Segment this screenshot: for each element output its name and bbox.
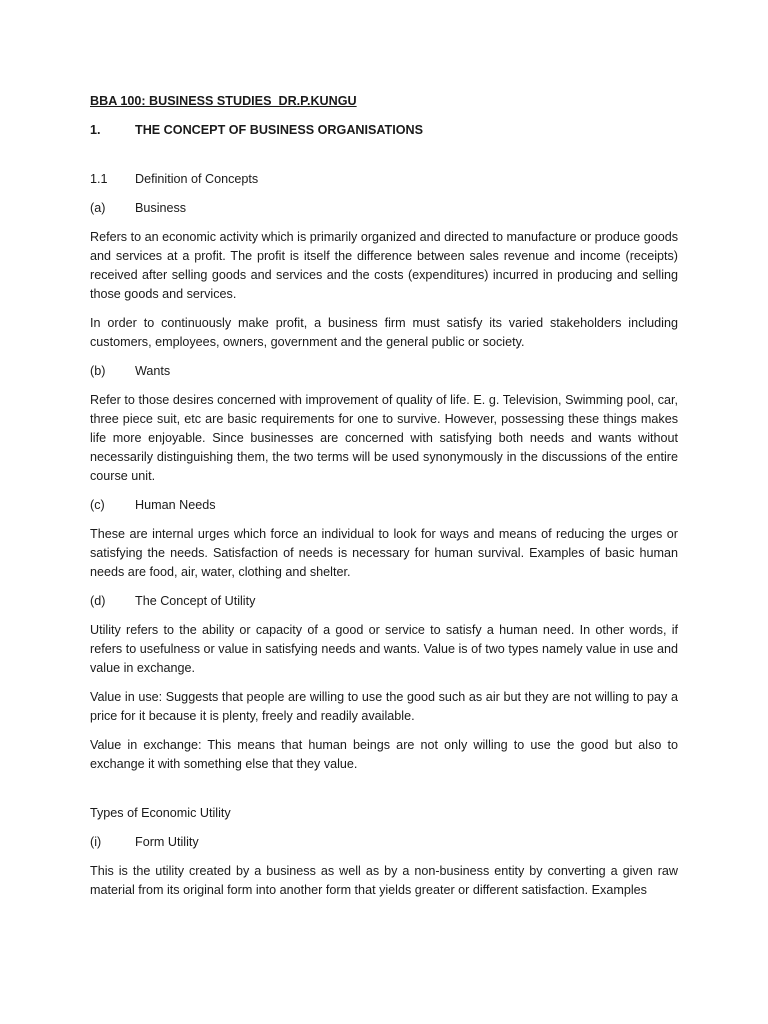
- section-heading: [90, 121, 678, 140]
- item-title: The Concept of Utility: [135, 594, 256, 608]
- item-title: Wants: [135, 364, 171, 378]
- paragraph: In order to continuously make profit, a business firm must satisfy its varied stakeholders including customers, employees, owners, government and the general public or society.: [90, 316, 678, 349]
- paragraph: Value in use: Suggests that people are willing to use the good such as air but they are not willing to pay a price for it because it is plenty, freely and readily available.: [90, 690, 678, 723]
- paragraph: These are internal urges which force an individual to look for ways and means of reducing the urges or satisfying the needs. Satisfaction of needs is necessary for human survival. Examples of basic human needs are food, air, water, clothing and shelter.: [90, 527, 678, 579]
- subsection-title: Definition of Concepts: [135, 172, 259, 186]
- item-heading-wants: [90, 362, 678, 381]
- item-marker: (d): [90, 594, 106, 608]
- item-heading-human-needs: [90, 496, 678, 515]
- item-marker: (i): [90, 835, 102, 849]
- section-title: THE CONCEPT OF BUSINESS ORGANISATIONS: [135, 123, 424, 137]
- types-heading: Types of Economic Utility: [90, 806, 231, 820]
- paragraph: Refer to those desires concerned with improvement of quality of life. E. g. Television, Swimming pool, car, three piece suit, etc are basic requirements for one to survive. However, possessing these things makes life more enjoyable. Since businesses are concerned with satisfying both needs and wants without necessarily distinguishing them, the two terms will be used synonymously in the discussions of the entire course unit.: [90, 393, 678, 483]
- item-marker: (c): [90, 498, 105, 512]
- item-title: Form Utility: [135, 835, 199, 849]
- item-marker: (a): [90, 201, 106, 215]
- item-heading-utility: [90, 592, 678, 611]
- paragraph: Utility refers to the ability or capacity of a good or service to satisfy a human need. In other words, if refers to usefulness or value in satisfying needs and wants. Value is of two types namely value in use and value in exchange.: [90, 623, 678, 675]
- item-marker: (b): [90, 364, 106, 378]
- item-title: Business: [135, 201, 187, 215]
- subsection-number: 1.1: [90, 172, 108, 186]
- document-body: [90, 92, 678, 910]
- document-header: BBA 100: BUSINESS STUDIES DR.P.KUNGU: [90, 94, 357, 108]
- paragraph: This is the utility created by a business as well as by a non-business entity by converting a given raw material from its original form into another form that yields greater or different satisfaction. Examples: [90, 864, 678, 897]
- section-number: 1.: [90, 123, 101, 137]
- paragraph: Value in exchange: This means that human beings are not only willing to use the good but also to exchange it with something else that they value.: [90, 738, 678, 771]
- paragraph: Refers to an economic activity which is primarily organized and directed to manufacture or produce goods and services at a profit. The profit is itself the difference between sales revenue and income (receipts) received after selling goods and services and the costs (expenditures) incurred in producing and selling those goods and services.: [90, 230, 679, 301]
- item-title: Human Needs: [135, 498, 216, 512]
- subsection-heading: [90, 170, 678, 189]
- item-heading-form-utility: [90, 833, 678, 852]
- item-heading-business: [90, 199, 678, 218]
